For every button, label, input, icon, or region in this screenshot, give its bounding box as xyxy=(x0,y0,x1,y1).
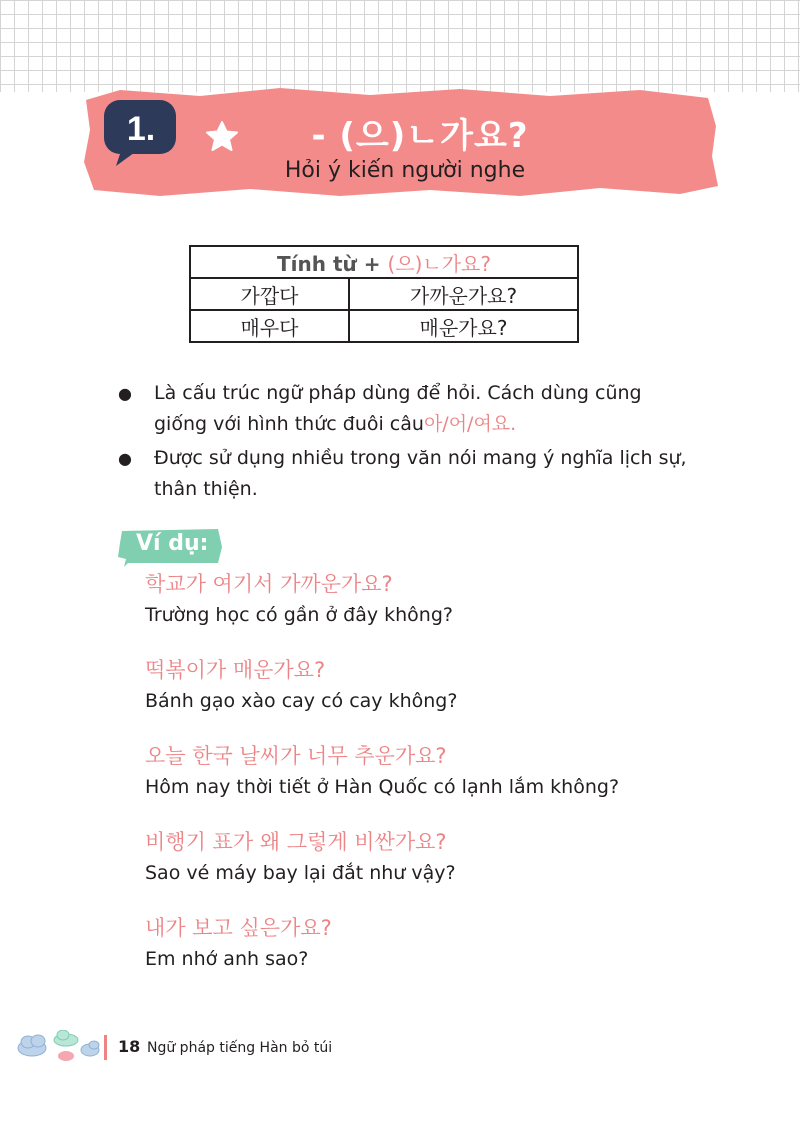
example-vietnamese: Em nhớ anh sao? xyxy=(145,948,309,970)
table-header-suffix: (으)ㄴ가요? xyxy=(387,251,491,276)
star-icon xyxy=(205,120,239,152)
list-item xyxy=(118,378,698,440)
example-item xyxy=(145,740,745,826)
example-vietnamese: Bánh gạo xào cay có cay không? xyxy=(145,690,458,712)
bullet-icon: ● xyxy=(118,449,132,468)
example-korean: 비행기 표가 왜 그렇게 비싼가요? xyxy=(145,830,447,854)
grid-background xyxy=(0,0,800,92)
example-korean: 학교가 여기서 가까운가요? xyxy=(145,572,393,596)
note-text: Được sử dụng nhiều trong văn nói mang ý nghĩa lịch sự, thân thiện. xyxy=(154,447,687,500)
grammar-title: - (으)ㄴ가요? xyxy=(311,116,529,156)
table-cell-form: 가까운가요? xyxy=(349,278,578,310)
example-vietnamese: Hôm nay thời tiết ở Hàn Quốc có lạnh lắm không? xyxy=(145,776,620,798)
grammar-subtitle: Hỏi ý kiến người nghe xyxy=(284,158,526,183)
example-item xyxy=(145,826,745,912)
table-header-prefix: Tính từ + xyxy=(277,251,388,276)
page-number: 18 xyxy=(118,1037,141,1056)
example-korean: 오늘 한국 날씨가 너무 추운가요? xyxy=(145,744,447,768)
usage-notes xyxy=(118,378,698,508)
example-vietnamese: Sao vé máy bay lại đắt như vậy? xyxy=(145,862,456,884)
table-header-row xyxy=(190,246,578,278)
example-item xyxy=(145,912,745,998)
conjugation-table xyxy=(189,245,579,343)
book-title: Ngữ pháp tiếng Hàn bỏ túi xyxy=(147,1040,333,1056)
list-item xyxy=(118,443,698,505)
note-highlight: 아/어/여요. xyxy=(423,413,517,435)
section-number: 1. xyxy=(126,110,156,148)
example-korean: 내가 보고 싶은가요? xyxy=(145,916,332,940)
table-cell-form: 매운가요? xyxy=(349,310,578,342)
page-number-divider xyxy=(104,1035,107,1060)
table-cell-base: 가깝다 xyxy=(190,278,349,310)
examples-label: Ví dụ: xyxy=(136,531,209,556)
bullet-icon: ● xyxy=(118,384,132,403)
table-row xyxy=(190,310,578,342)
table-cell-base: 매우다 xyxy=(190,310,349,342)
example-vietnamese: Trường học có gần ở đây không? xyxy=(145,604,453,626)
example-korean: 떡볶이가 매운가요? xyxy=(145,658,326,682)
table-row xyxy=(190,278,578,310)
example-item xyxy=(145,568,745,654)
example-item xyxy=(145,654,745,740)
note-text: Là cấu trúc ngữ pháp dùng để hỏi. Cách dùng cũng giống với hình thức đuôi câu xyxy=(154,382,642,435)
examples-list xyxy=(145,568,745,998)
